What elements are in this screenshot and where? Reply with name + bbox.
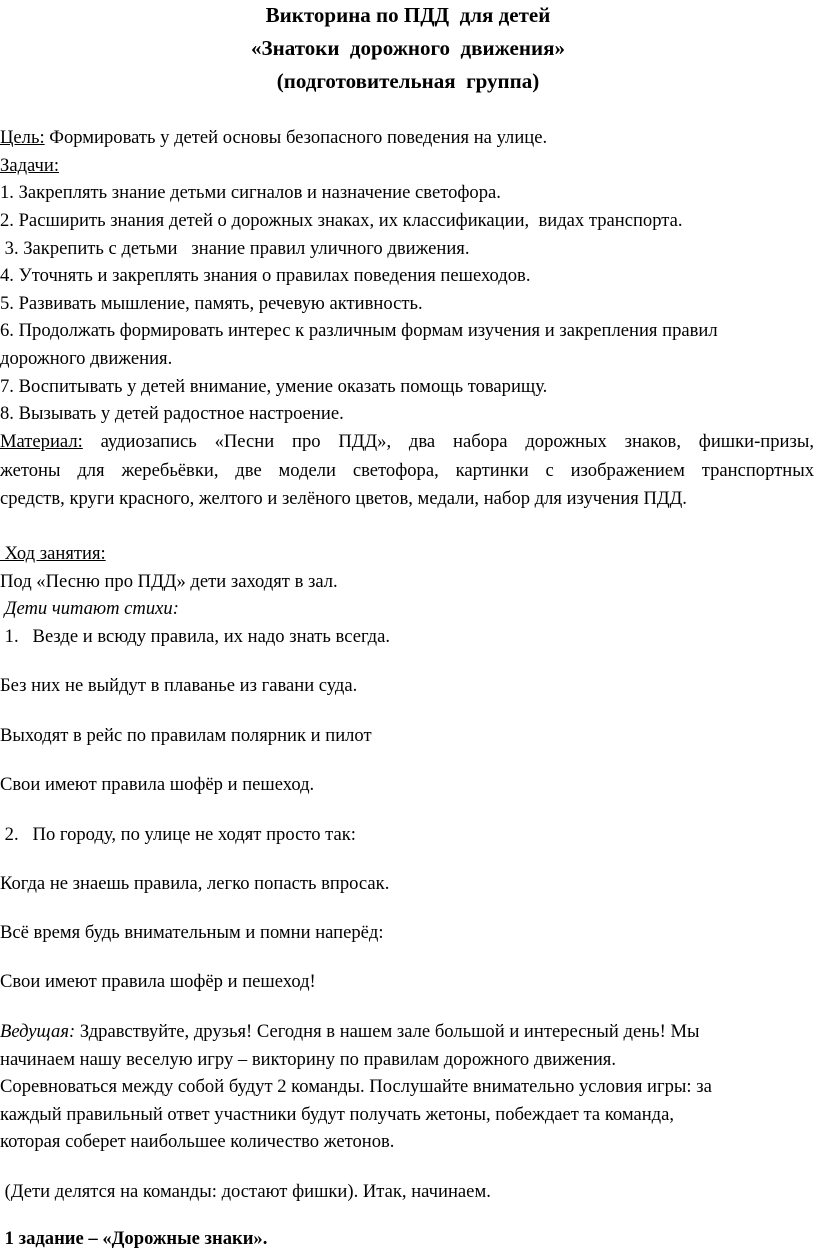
task-item: 1. Закреплять знание детьми сигналов и назначение светофора. <box>0 182 501 203</box>
tasks-label: Задачи: <box>0 155 60 176</box>
material-line-3: средств, круги красного, желтого и зелёного цветов, медали, набор для изучения ПДД. <box>0 488 687 509</box>
verse-2-line: Свои имеют правила шофёр и пешеход! <box>0 971 316 992</box>
poem-label: Дети читают стихи: <box>0 598 179 619</box>
material-label: Материал: <box>0 431 83 452</box>
material-line-2: жетоны для жеребьёвки, две модели светофора, картинки с изображением транспортных <box>0 460 814 481</box>
task-item: дорожного движения. <box>0 348 173 369</box>
verse-2-line: Когда не знаешь правила, легко попасть впросак. <box>0 873 390 894</box>
goal-label: Цель: <box>0 127 45 148</box>
goal-paragraph <box>0 127 816 149</box>
host-speech-line <box>0 1021 816 1043</box>
task-item: 3. Закрепить с детьми знание правил уличного движения. <box>0 238 470 259</box>
host-label: Ведущая: <box>0 1021 76 1042</box>
document-title-line-1: Викторина по ПДД для детей <box>265 3 551 27</box>
verse-1-line: Свои имеют правила шофёр и пешеход. <box>0 774 315 795</box>
lesson-heading: Ход занятия: <box>0 543 106 564</box>
task-item: 4. Уточнять и закреплять знания о правилах поведения пешеходов. <box>0 265 531 286</box>
verse-1-line: Без них не выйдут в плаванье из гавани суда. <box>0 675 358 696</box>
document-title-line-3: (подготовительная группа) <box>276 69 540 93</box>
task-item: 2. Расширить знания детей о дорожных знаках, их классификации, видах транспорта. <box>0 210 683 231</box>
material-text: аудиозапись «Песни про ПДД», два набора дорожных знаков, фишки-призы, <box>82 431 814 452</box>
document-title-line-2: «Знатоки дорожного движения» <box>251 36 565 60</box>
task-item: 6. Продолжать формировать интерес к различным формам изучения и закрепления правил <box>0 320 718 341</box>
task-1-heading: 1 задание – «Дорожные знаки». <box>0 1228 268 1249</box>
host-speech-text: Здравствуйте, друзья! Сегодня в нашем зале большой и интересный день! Мы <box>75 1021 700 1042</box>
host-speech-line: каждый правильный ответ участники будут получать жетоны, побеждает та команда, <box>0 1104 675 1125</box>
goal-text: Формировать у детей основы безопасного поведения на улице. <box>44 127 548 148</box>
verse-1-line: 1. Везде и всюду правила, их надо знать всегда. <box>0 626 391 647</box>
material-line-1 <box>0 431 814 453</box>
verse-1-line: Выходят в рейс по правилам полярник и пилот <box>0 725 372 746</box>
task-item: 7. Воспитывать у детей внимание, умение оказать помощь товарищу. <box>0 376 548 397</box>
host-speech-line: Соревноваться между собой будут 2 команды. Послушайте внимательно условия игры: за <box>0 1076 712 1097</box>
verse-2-line: Всё время будь внимательным и помни наперёд: <box>0 922 384 943</box>
host-speech-line: начинаем нашу веселую игру – викторину по правилам дорожного движения. <box>0 1049 616 1070</box>
task-item: 5. Развивать мышление, память, речевую активность. <box>0 293 423 314</box>
lesson-intro: Под «Песню про ПДД» дети заходят в зал. <box>0 571 338 592</box>
verse-2-line: 2. По городу, по улице не ходят просто так: <box>0 824 356 845</box>
teams-note: (Дети делятся на команды: достают фишки). Итак, начинаем. <box>0 1181 491 1202</box>
task-item: 8. Вызывать у детей радостное настроение. <box>0 403 344 424</box>
host-speech-line: которая соберет наибольшее количество жетонов. <box>0 1131 395 1152</box>
